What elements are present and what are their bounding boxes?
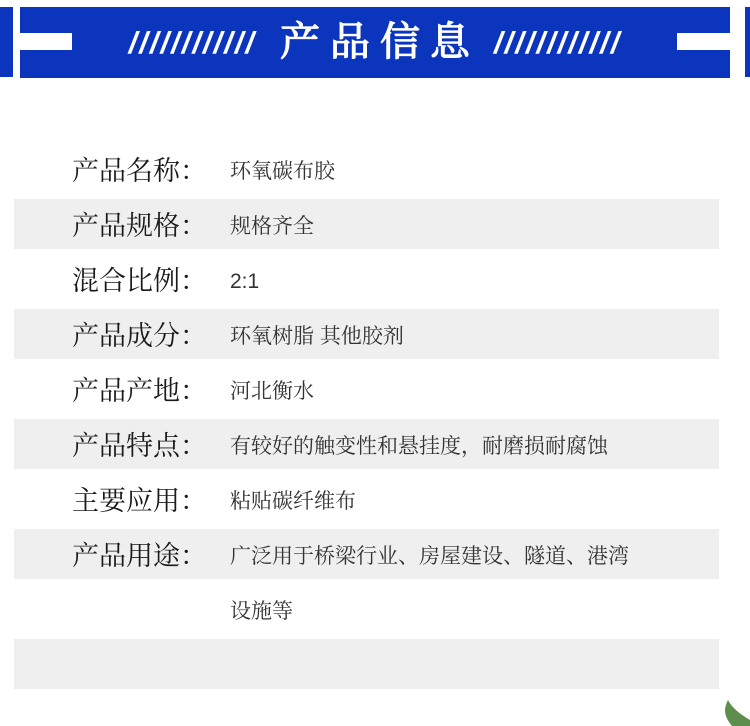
product-table: [14, 144, 719, 689]
slashes-decoration-right: ////////////: [494, 25, 622, 60]
row-label: 产品名称：: [72, 156, 207, 186]
row-value: 有较好的触变性和悬挂度，耐磨损耐腐蚀: [230, 435, 608, 458]
table-row-features: [14, 419, 719, 474]
row-label: 产品成分：: [72, 321, 207, 351]
table-row-main-application: [14, 474, 719, 529]
ribbon-side-strip-right: [745, 7, 750, 77]
row-label: 产品用途：: [72, 541, 207, 571]
row-value: 环氧树脂 其他胶剂: [230, 325, 404, 348]
leaf-icon: [710, 700, 750, 726]
row-label: 产品规格：: [72, 211, 207, 241]
row-value: 规格齐全: [230, 215, 314, 238]
row-label: 混合比例：: [72, 266, 207, 296]
row-value: 河北衡水: [230, 380, 314, 403]
header-ribbon: [0, 7, 750, 78]
ribbon-banner: [20, 7, 730, 78]
row-value: 环氧碳布胶: [230, 160, 335, 183]
empty-stripe-band: [14, 639, 719, 689]
table-row-composition: [14, 309, 719, 364]
row-value: 粘贴碳纤维布: [230, 490, 356, 513]
page-title: 产品信息: [280, 20, 480, 64]
row-value: 2:1: [230, 270, 260, 293]
ribbon-notch-right: [677, 33, 730, 50]
slashes-decoration-left: ////////////: [128, 25, 256, 60]
row-label: 产品特点：: [72, 431, 207, 461]
table-row-product-name: [14, 144, 719, 199]
table-row-uses: [14, 529, 719, 639]
table-row-mix-ratio: [14, 254, 719, 309]
row-label: 主要应用：: [72, 486, 207, 516]
ribbon-side-strip-left: [0, 7, 13, 77]
row-label: 产品产地：: [72, 376, 207, 406]
row-value: 广泛用于桥梁行业、房屋建设、隧道、港湾设施等: [230, 545, 629, 623]
table-row-product-spec: [14, 199, 719, 254]
ribbon-notch-left: [20, 33, 72, 50]
table-row-origin: [14, 364, 719, 419]
